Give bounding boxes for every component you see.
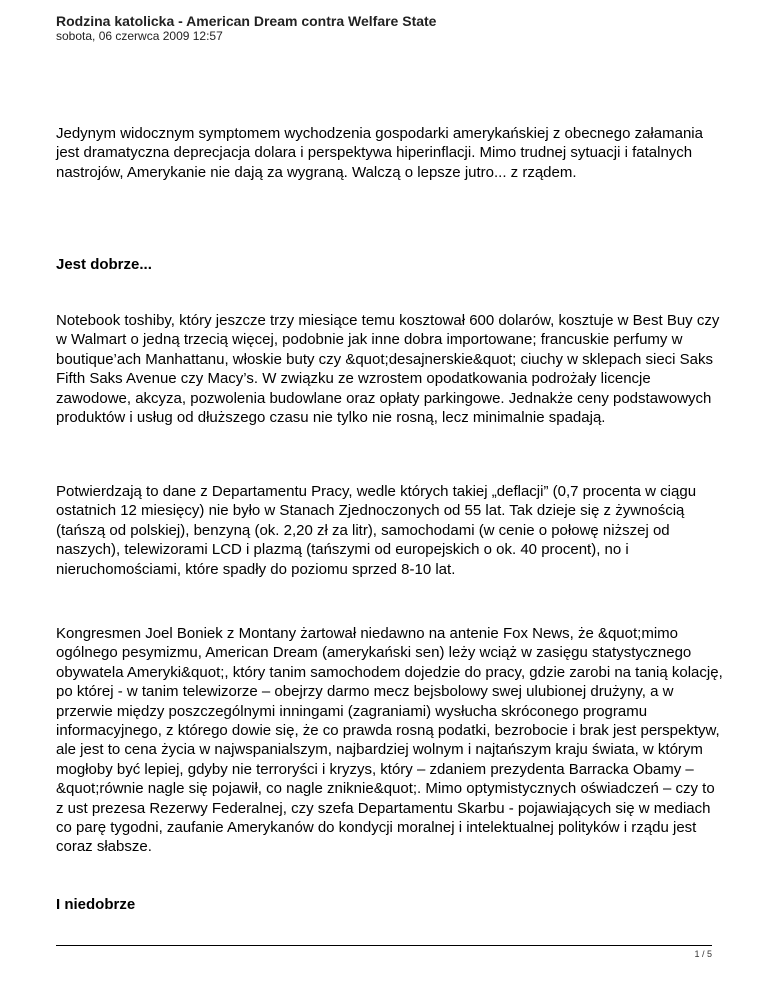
paragraph-deflation: Potwierdzają to dane z Departamentu Pracy, wedle których takiej „deflacji” (0,7 procenta w ciągu ostatnich 12 miesięcy) nie było w Stanach Zjednoczonych od 55 lat. Tak dzieje się z żywnością (tańszą od polskiej), benzyną (ok. 2,20 zł za litr), samochodami (w cenie o połowę niższej od naszych), telewizorami LCD i plazmą (tańszymi od europejskich o ok. 40 procent), no i nieruchomościami, które spadły do poziomu sprzed 8-10 lat. [56,483,697,578]
page-number: 1 / 5 [694,949,712,959]
section-heading-i-niedobrze: I niedobrze [56,896,136,913]
paragraph-prices: Notebook toshiby, który jeszcze trzy miesiące temu kosztował 600 dolarów, kosztuje w Best Buy czy w Walmart o jedną trzecią więcej, podobnie jak inne dobra importowane; francuskie perfumy w boutique’ach Manhattanu, włoskie buty czy &quot;desajnerskie&quot; ciuchy w sklepach sieci Saks Fifth Saks Avenue czy Macy’s. W związku ze wzrostem opodatkowania podrożały licencje zawodowe, akcyza, pozwolenia budowlane oraz opłaty parkingowe. Jednakże ceny podstawowych produktów i usług od dłuższego czasu nie tylko nie rosną, lecz minimalnie spadają. [56,312,720,427]
section-heading-jest-dobrze: Jest dobrze... [56,256,152,273]
paragraph-congressman: Kongresmen Joel Boniek z Montany żartował niedawno na antenie Fox News, że &quot;mimo ogólnego pesymizmu, American Dream (amerykański sen) leży wciąż w zasięgu statystycznego obywatela Ameryki&quot;, który tanim samochodem dojedzie do pracy, gdzie zarobi na tanią kolację, po której - w tanim telewizorze – obejrzy darmo mecz bejsbolowy swej ulubionej drużyny, a w przerwie między poszczególnymi inningami (zagraniami) wysłucha skróconego programu informacyjnego, z którego dowie się, że co prawda rosną podatki, bezrobocie i brak jest perspektyw, ale jest to cena życia w najwspanialszym, najbardziej wolnym i najtańszym kraju świata, w którym mogłoby być lepiej, gdyby nie terroryści i kryzys, który – zdaniem prezydenta Barracka Obamy – &quot;równie nagle się pojawił, co nagle zniknie&quot;. Mimo optymistycznych oświadczeń – czy to z ust prezesa Rezerwy Federalnej, czy szefa Departamentu Skarbu - pojawiających się w mediach co parę tygodni, zaufanie Amerykanów do kondycji moralnej i intelektualnej polityków i rządu jest coraz słabsze. [56,625,723,856]
document-title: Rodzina katolicka - American Dream contra Welfare State [56,13,437,29]
document-date: sobota, 06 czerwca 2009 12:57 [56,29,223,43]
page-header [56,13,436,44]
footer-divider [56,945,712,946]
paragraph-intro: Jedynym widocznym symptomem wychodzenia gospodarki amerykańskiej z obecnego załamania jest dramatyczna deprecjacja dolara i perspektywa hiperinflacji. Mimo trudnej sytuacji i fatalnych nastrojów, Amerykanie nie dają za wygraną. Walczą o lepsze jutro... z rządem. [56,125,703,181]
